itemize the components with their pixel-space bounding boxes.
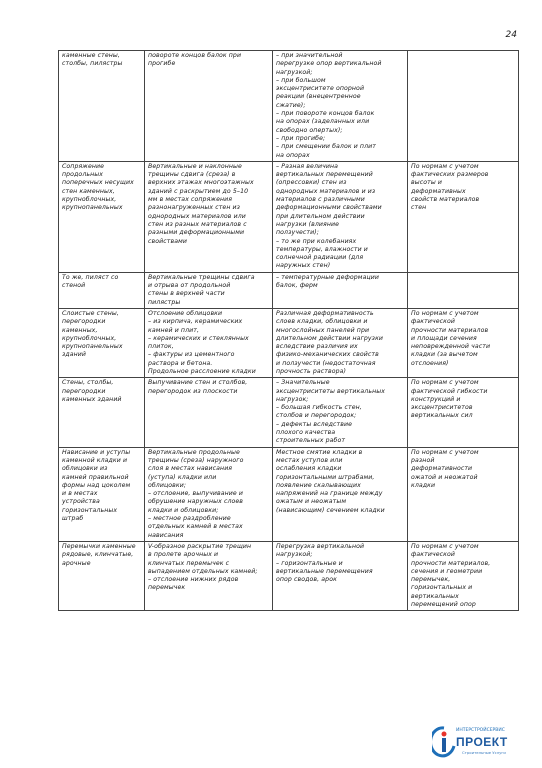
cell-line: – дефекты вследствие: [276, 420, 353, 428]
cell-line: клинчатых перемычек с: [148, 559, 230, 567]
cell-line: плиток,: [148, 343, 174, 351]
cell-line: То же, пиляст со: [62, 273, 119, 281]
cell-line: выпадением отдельных камней;: [148, 567, 258, 575]
cell-line: По нормам с учетом: [411, 162, 479, 170]
cell-line: – Разная величина: [276, 162, 339, 170]
table-cell-c2: [145, 378, 273, 447]
cell-line: Нависание и уступы: [62, 448, 131, 456]
cell-line: ползучести);: [276, 229, 319, 237]
table-cell-c3: [273, 161, 408, 272]
cell-line: деформативных: [411, 187, 466, 195]
table-row: [59, 447, 519, 541]
cell-line: – при смещении балок и плит: [276, 143, 376, 151]
cell-line: разной: [411, 456, 435, 464]
cell-line: Перемычки каменные: [62, 542, 136, 550]
cell-line: местах уступов или: [276, 456, 343, 464]
table-cell-c3: [273, 541, 408, 610]
cell-line: свойств материалов: [411, 196, 480, 204]
table-cell-c2: [145, 272, 273, 308]
cell-line: солнечной радиации (для: [276, 254, 364, 262]
cell-line: трещины сдвига (среза) в: [148, 171, 236, 179]
table-cell-c3: [273, 272, 408, 308]
cell-line: вследствие различия их: [276, 343, 358, 351]
cell-line: горизонтальных и: [411, 584, 473, 592]
cell-line: стен каменных,: [62, 187, 115, 195]
table-cell-c1: [59, 51, 145, 162]
table-cell-c1: [59, 161, 145, 272]
cell-line: По нормам с учетом: [411, 309, 479, 317]
cell-line: на опорах (заделанных или: [276, 118, 370, 126]
cell-line: – отслоение нижних рядов: [148, 576, 239, 584]
cell-line: высоты и: [411, 179, 442, 187]
cell-line: Продольное расслоение кладки: [148, 367, 256, 375]
cell-line: отслоения): [411, 359, 449, 367]
table-row: [59, 51, 519, 162]
table-row: [59, 308, 519, 377]
cell-line: столбов и перегородок;: [276, 412, 357, 420]
logo-brand-text: ПРОЕКТ: [456, 735, 508, 749]
cell-line: появление скалывающих: [276, 481, 361, 489]
defects-table: [58, 50, 519, 611]
cell-line: каменные стены,: [62, 52, 120, 59]
cell-line: материалов с различными: [276, 196, 365, 204]
table-cell-c1: [59, 308, 145, 377]
cell-line: – большая гибкость стен,: [276, 404, 362, 412]
cell-line: перегородки: [62, 387, 106, 395]
cell-line: нагрузкой;: [276, 551, 313, 559]
logo-small-text: ИНТЕРСТРОЙСЕРВИС: [456, 728, 505, 733]
table-cell-c4: [408, 447, 519, 541]
cell-line: и в местах: [62, 490, 98, 498]
cell-line: фактических размеров: [411, 171, 489, 179]
cell-line: свободно опертых);: [276, 126, 343, 134]
cell-line: продольных: [62, 171, 104, 179]
table-cell-c1: [59, 378, 145, 447]
cell-line: По нормам с учетом: [411, 542, 479, 550]
cell-line: камней и плит,: [148, 326, 200, 334]
cell-line: опор сводов, арок: [276, 576, 337, 584]
cell-line: прочности материалов: [411, 326, 489, 334]
cell-line: (нависающим) сечением кладки: [276, 506, 385, 514]
cell-line: при длительном действии: [276, 212, 365, 220]
cell-line: прочности материалов,: [411, 559, 491, 567]
cell-line: Выпучивание стен и столбов,: [148, 379, 248, 387]
cell-line: столбы, пилястры: [62, 60, 123, 68]
cell-line: Перегрузка вертикальной: [276, 542, 365, 550]
cell-line: слоев кладки, облицовки и: [276, 318, 368, 326]
table-row: [59, 378, 519, 447]
cell-line: балок, ферм: [276, 282, 318, 290]
cell-line: пилястры: [148, 298, 181, 306]
cell-line: трещины (среза) наружного: [148, 456, 244, 464]
cell-line: вертикальных перемещений: [276, 171, 373, 179]
cell-line: Вертикальные трещины сдвига: [148, 273, 255, 281]
table-cell-c4: [408, 272, 519, 308]
cell-line: нагрузок;: [276, 395, 309, 403]
cell-line: облицовки;: [148, 481, 187, 489]
cell-line: горизонтальных: [62, 506, 118, 514]
cell-line: облицовки из: [62, 465, 108, 473]
cell-line: Сопряжение: [62, 162, 105, 170]
cell-line: V-образное раскрытие трещин: [148, 542, 252, 550]
cell-line: стеной: [62, 282, 86, 290]
cell-line: Различная деформативность: [276, 309, 374, 317]
cell-line: – фактуры из цементного: [148, 351, 235, 359]
cell-line: кладки: [411, 481, 436, 489]
cell-line: фактической: [411, 318, 455, 326]
cell-line: нагрузкой;: [276, 68, 313, 76]
cell-line: кладки и облицовки;: [148, 506, 219, 514]
cell-line: стен из разных материалов с: [148, 220, 247, 228]
table-body: [59, 51, 519, 611]
table-cell-c3: [273, 51, 408, 162]
table-cell-c2: [145, 161, 273, 272]
cell-line: перегородки: [62, 318, 106, 326]
cell-line: крупнопанельных: [62, 343, 123, 351]
cell-line: – из кирпича, керамических: [148, 318, 243, 326]
cell-line: арочные: [62, 559, 91, 567]
cell-line: кладки (за вычетом: [411, 351, 478, 359]
table-cell-c1: [59, 447, 145, 541]
cell-line: – Значительные: [276, 379, 330, 387]
table-cell-c4: [408, 541, 519, 610]
cell-line: ожатым и неожатым: [276, 498, 347, 506]
cell-line: каменных,: [62, 326, 98, 334]
cell-line: повороте концов балок при: [148, 52, 242, 59]
cell-line: стены в верхней части: [148, 290, 225, 298]
cell-line: каменных зданий: [62, 395, 122, 403]
cell-line: Вертикальные и наклонные: [148, 162, 242, 170]
cell-line: Отслоение облицовки: [148, 309, 223, 317]
cell-line: Местное смятие кладки в: [276, 448, 363, 456]
cell-line: устройства: [62, 498, 100, 506]
cell-line: – при повороте концов балок: [276, 110, 375, 118]
cell-line: на опорах: [276, 151, 310, 159]
table-cell-c2: [145, 51, 273, 162]
cell-line: горизонтальными штрабами,: [276, 473, 375, 481]
cell-line: фактической: [411, 551, 455, 559]
cell-line: прочность раствора): [276, 367, 347, 375]
cell-line: каменной кладки и: [62, 456, 128, 464]
cell-line: разными деформационными: [148, 229, 245, 237]
logo-tagline: Строительные Услуги: [462, 750, 506, 755]
cell-line: деформационными свойствами: [276, 204, 382, 212]
cell-line: слоя в местах нависания: [148, 465, 233, 473]
cell-line: обрушение наружных слоев: [148, 498, 244, 506]
cell-line: перегрузке опор вертикальной: [276, 60, 382, 68]
cell-line: перемычек: [148, 584, 186, 592]
cell-line: По нормам с учетом: [411, 379, 479, 387]
cell-line: вертикальных сил: [411, 412, 473, 420]
cell-line: раствора и бетона.: [148, 359, 213, 367]
cell-line: вертикальные перемещения: [276, 567, 373, 575]
cell-line: температуры, влажности и: [276, 245, 368, 253]
cell-line: крупнопанельных: [62, 204, 123, 212]
company-logo: [432, 726, 528, 760]
cell-line: ожатой и неожатой: [411, 473, 478, 481]
logo-i-icon: [432, 726, 456, 758]
table-cell-c1: [59, 541, 145, 610]
cell-line: разнонагруженных стен из: [148, 204, 241, 212]
table-cell-c2: [145, 447, 273, 541]
cell-line: эксцентриситетов: [411, 404, 473, 412]
cell-line: – при большом: [276, 76, 326, 84]
cell-line: и площади сечения: [411, 334, 477, 342]
cell-line: – горизонтальные и: [276, 559, 343, 567]
cell-line: и ползучести (недостаточная: [276, 359, 376, 367]
cell-line: крупноблочных,: [62, 196, 117, 204]
cell-line: – местное раздробление: [148, 515, 231, 523]
table-cell-c4: [408, 378, 519, 447]
cell-line: однородных материалов или: [148, 212, 246, 220]
cell-line: нависания: [148, 531, 184, 539]
cell-line: зданий: [62, 351, 87, 359]
cell-line: Вертикальные продольные: [148, 448, 240, 456]
cell-line: напряжений на границе между: [276, 490, 383, 498]
cell-line: стен: [411, 204, 427, 212]
cell-line: в пролете арочных и: [148, 551, 219, 559]
cell-line: физико-механических свойств: [276, 351, 379, 359]
cell-line: перемычек,: [411, 576, 451, 584]
cell-line: – при прогибе;: [276, 134, 326, 142]
cell-line: штраб: [62, 515, 84, 523]
cell-line: – при значительной: [276, 52, 343, 59]
cell-line: эксцентриситеты вертикальных: [276, 387, 385, 395]
cell-line: многослойных панелей при: [276, 326, 370, 334]
cell-line: рядовые, клинчатые,: [62, 551, 134, 559]
cell-line: (опрессовки) стен из: [276, 179, 347, 187]
table-cell-c4: [408, 308, 519, 377]
cell-line: свойствами: [148, 237, 187, 245]
cell-line: По нормам с учетом: [411, 448, 479, 456]
table-cell-c2: [145, 541, 273, 610]
cell-line: – керамических и стеклянных: [148, 334, 249, 342]
cell-line: камней правильной: [62, 473, 129, 481]
cell-line: реакции (внецентренное: [276, 93, 361, 101]
cell-line: Стены, столбы,: [62, 379, 114, 387]
table-cell-c1: [59, 272, 145, 308]
table-cell-c3: [273, 308, 408, 377]
table-row: [59, 161, 519, 272]
cell-line: неповрежденной части: [411, 343, 491, 351]
cell-line: мм в местах сопряжения: [148, 196, 233, 204]
cell-line: прогибе: [148, 60, 176, 68]
cell-line: наружных стен): [276, 262, 331, 270]
cell-line: фактической гибкости: [411, 387, 488, 395]
table-cell-c3: [273, 447, 408, 541]
cell-line: эксцентриситете опорной: [276, 85, 365, 93]
cell-line: вертикальных: [411, 592, 459, 600]
cell-line: (уступа) кладки или: [148, 473, 217, 481]
cell-line: перегородок из плоскости: [148, 387, 238, 395]
cell-line: отдельных камней в местах: [148, 523, 243, 531]
cell-line: перемещений опор: [411, 601, 476, 608]
cell-line: и отрыва от продольной: [148, 282, 231, 290]
cell-line: – температурные деформации: [276, 273, 380, 281]
cell-line: верхних этажах многоэтажных: [148, 179, 254, 187]
table-cell-c2: [145, 308, 273, 377]
cell-line: деформативности: [411, 465, 473, 473]
cell-line: ослабления кладки: [276, 465, 342, 473]
cell-line: длительном действии нагрузки: [276, 334, 384, 342]
cell-line: формы над цоколем: [62, 481, 131, 489]
cell-line: строительных работ: [276, 437, 346, 445]
page-number: 24: [505, 30, 517, 40]
table-row: [59, 272, 519, 308]
table-cell-c4: [408, 161, 519, 272]
table-cell-c4: [408, 51, 519, 162]
cell-line: сжатие);: [276, 101, 306, 109]
cell-line: плохого качества: [276, 429, 336, 437]
cell-line: поперечных несущих: [62, 179, 134, 187]
cell-line: зданий с раскрытием до 5–10: [148, 187, 249, 195]
table-row: [59, 541, 519, 610]
cell-line: однородных материалов и из: [276, 187, 376, 195]
cell-line: – то же при колебаниях: [276, 237, 357, 245]
cell-line: сечения и геометрии: [411, 567, 483, 575]
cell-line: нагрузки (влияние: [276, 220, 340, 228]
cell-line: крупноблочных,: [62, 334, 117, 342]
cell-line: конструкций и: [411, 395, 461, 403]
table-cell-c3: [273, 378, 408, 447]
cell-line: – отслоение, выпучивание и: [148, 490, 244, 498]
cell-line: Слоистые стены,: [62, 309, 119, 317]
